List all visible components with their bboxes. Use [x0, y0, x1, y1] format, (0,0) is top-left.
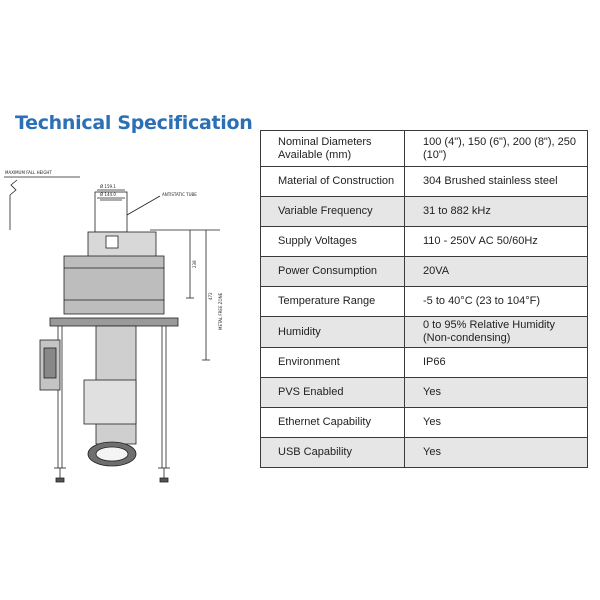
spec-value: IP66	[405, 348, 588, 378]
spec-label: Temperature Range	[261, 287, 405, 317]
spec-value: 100 (4"), 150 (6"), 200 (8"), 250 (10")	[405, 131, 588, 167]
spec-label: Material of Construction	[261, 167, 405, 197]
spec-label: Humidity	[261, 317, 405, 348]
spec-row	[261, 287, 588, 317]
spec-value: Yes	[405, 438, 588, 468]
antistatic-tube-label: ANTISTATIC TUBE	[162, 192, 197, 197]
spec-label: Power Consumption	[261, 257, 405, 287]
max-fall-height-label: MAXIMUM FALL HEIGHT	[5, 170, 52, 175]
spec-value: -5 to 40°C (23 to 104°F)	[405, 287, 588, 317]
technical-drawing	[0, 150, 250, 510]
inner-diameter-label: Ø 144.0	[100, 192, 116, 197]
page-title: Technical Specification	[15, 112, 253, 134]
spec-table	[260, 130, 588, 468]
spec-value: Yes	[405, 378, 588, 408]
dimension-472-label: 472	[208, 292, 213, 300]
metal-free-zone-label: METAL FREE ZONE	[218, 292, 223, 330]
spec-row	[261, 378, 588, 408]
spec-row	[261, 317, 588, 348]
spec-value: 304 Brushed stainless steel	[405, 167, 588, 197]
dimension-238-label: 238	[192, 260, 197, 268]
spec-label: Variable Frequency	[261, 197, 405, 227]
spec-label: PVS Enabled	[261, 378, 405, 408]
spec-row	[261, 348, 588, 378]
spec-row	[261, 438, 588, 468]
spec-row	[261, 197, 588, 227]
spec-label: USB Capability	[261, 438, 405, 468]
spec-label: Environment	[261, 348, 405, 378]
spec-label: Ethernet Capability	[261, 408, 405, 438]
spec-row	[261, 257, 588, 287]
outer-diameter-label: Ø 159.1	[100, 184, 116, 189]
spec-value: 20VA	[405, 257, 588, 287]
spec-value: 31 to 882 kHz	[405, 197, 588, 227]
spec-row	[261, 131, 588, 167]
spec-label: Nominal Diameters Available (mm)	[261, 131, 405, 167]
spec-label: Supply Voltages	[261, 227, 405, 257]
spec-value: 110 - 250V AC 50/60Hz	[405, 227, 588, 257]
spec-row	[261, 227, 588, 257]
spec-value: Yes	[405, 408, 588, 438]
spec-row	[261, 408, 588, 438]
spec-value: 0 to 95% Relative Humidity (Non-condensing)	[405, 317, 588, 348]
spec-row	[261, 167, 588, 197]
